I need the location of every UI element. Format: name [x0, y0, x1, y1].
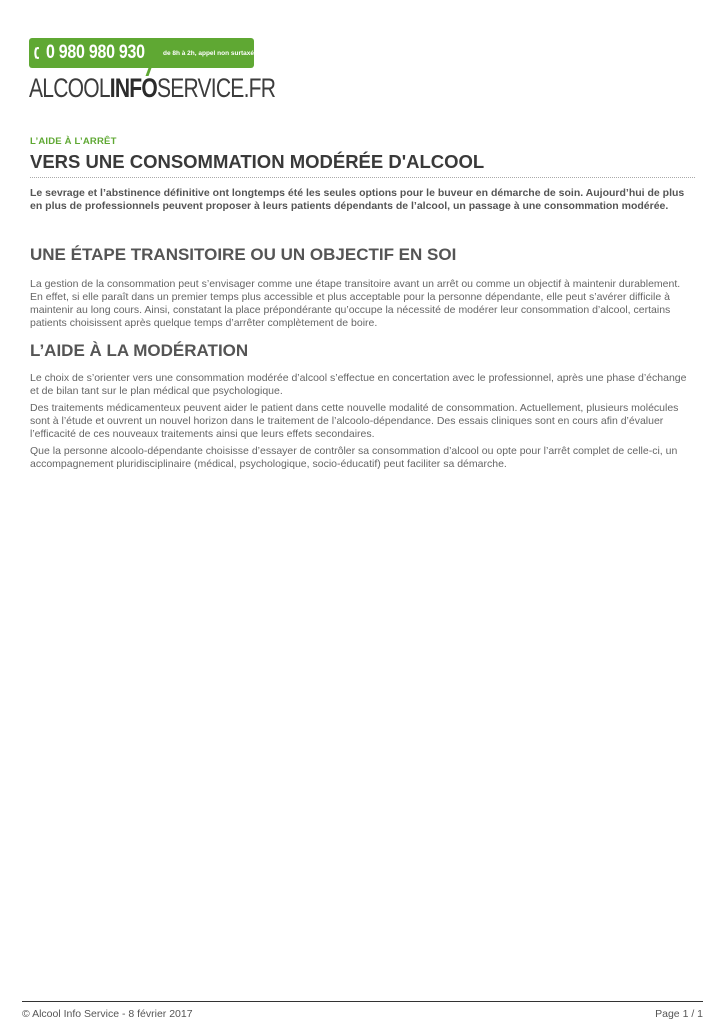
phone-number[interactable]: 0 980 980 930 — [45, 42, 145, 63]
section-heading-moderation: L’AIDE À LA MODÉRATION — [30, 341, 249, 360]
phone-banner[interactable] — [29, 38, 254, 68]
footer-copyright: © Alcool Info Service - 8 février 2017 — [22, 1008, 193, 1020]
logo-part-info: INFO — [109, 73, 157, 103]
phone-icon — [33, 43, 42, 63]
logo-part-service: SERVICE.FR — [156, 73, 276, 103]
footer-page-number: Page 1 / 1 — [655, 1008, 703, 1020]
section-paragraph: Des traitements médicamenteux peuvent aider le patient dans cette nouvelle modalité de consommation. Actuellement, plusieurs molécules sont à l’étude et ouvrent un nouvel horizon dans le traitement de l’alcoolo-dépendance. Des essais cliniques sont en cours afin d’évaluer l’efficacité de ces nouveaux traitements ainsi que leurs effets secondaires. — [30, 402, 679, 440]
section-paragraph: La gestion de la consommation peut s’envisager comme une étape transitoire avant un arrêt ou comme un objectif à maintenir durablement. En effet, si elle paraît dans un premier temps plus accessible et plus acceptable pour la personne dépendante, elle peut s’avérer difficile à maintenir au long cours. Ainsi, constatant la place prépondérante qu’occupe la nécessité de modérer leur consommation d’alcool, certains patients choisissent après quelque temps d’arrêter complètement de boire. — [30, 278, 681, 329]
footer-divider — [22, 1001, 703, 1002]
article-kicker: L’AIDE À L’ARRÊT — [30, 136, 117, 147]
article-title: VERS UNE CONSOMMATION MODÉRÉE D'ALCOOL — [30, 151, 485, 172]
phone-hours: de 8h à 2h, appel non surtaxé — [162, 49, 254, 57]
section-heading-transitoire: UNE ÉTAPE TRANSITOIRE OU UN OBJECTIF EN SOI — [30, 245, 457, 264]
title-divider — [30, 177, 695, 178]
article-intro: Le sevrage et l’abstinence définitive ont longtemps été les seules options pour le buveur en démarche de soin. Aujourd’hui de plus en plus de professionnels peuvent proposer à leurs patients dépendants de l’alcool, un passage à une consommation modérée. — [30, 187, 685, 212]
logo-wordmark — [29, 73, 275, 103]
site-logo[interactable] — [29, 38, 276, 103]
section-paragraph: Que la personne alcoolo-dépendante choisisse d’essayer de contrôler sa consommation d’alcool ou opte pour l’arrêt complet de celle-ci, un accompagnement pluridisciplinaire (médical, psychologique, socio-éducatif) peut faciliter sa démarche. — [30, 445, 678, 470]
section-paragraph: Le choix de s’orienter vers une consommation modérée d’alcool s’effectue en concertation avec le professionnel, après une phase d’échange et de bilan tant sur le plan médical que psychologique. — [30, 372, 687, 397]
logo-part-alcool: ALCOOL — [29, 73, 110, 103]
